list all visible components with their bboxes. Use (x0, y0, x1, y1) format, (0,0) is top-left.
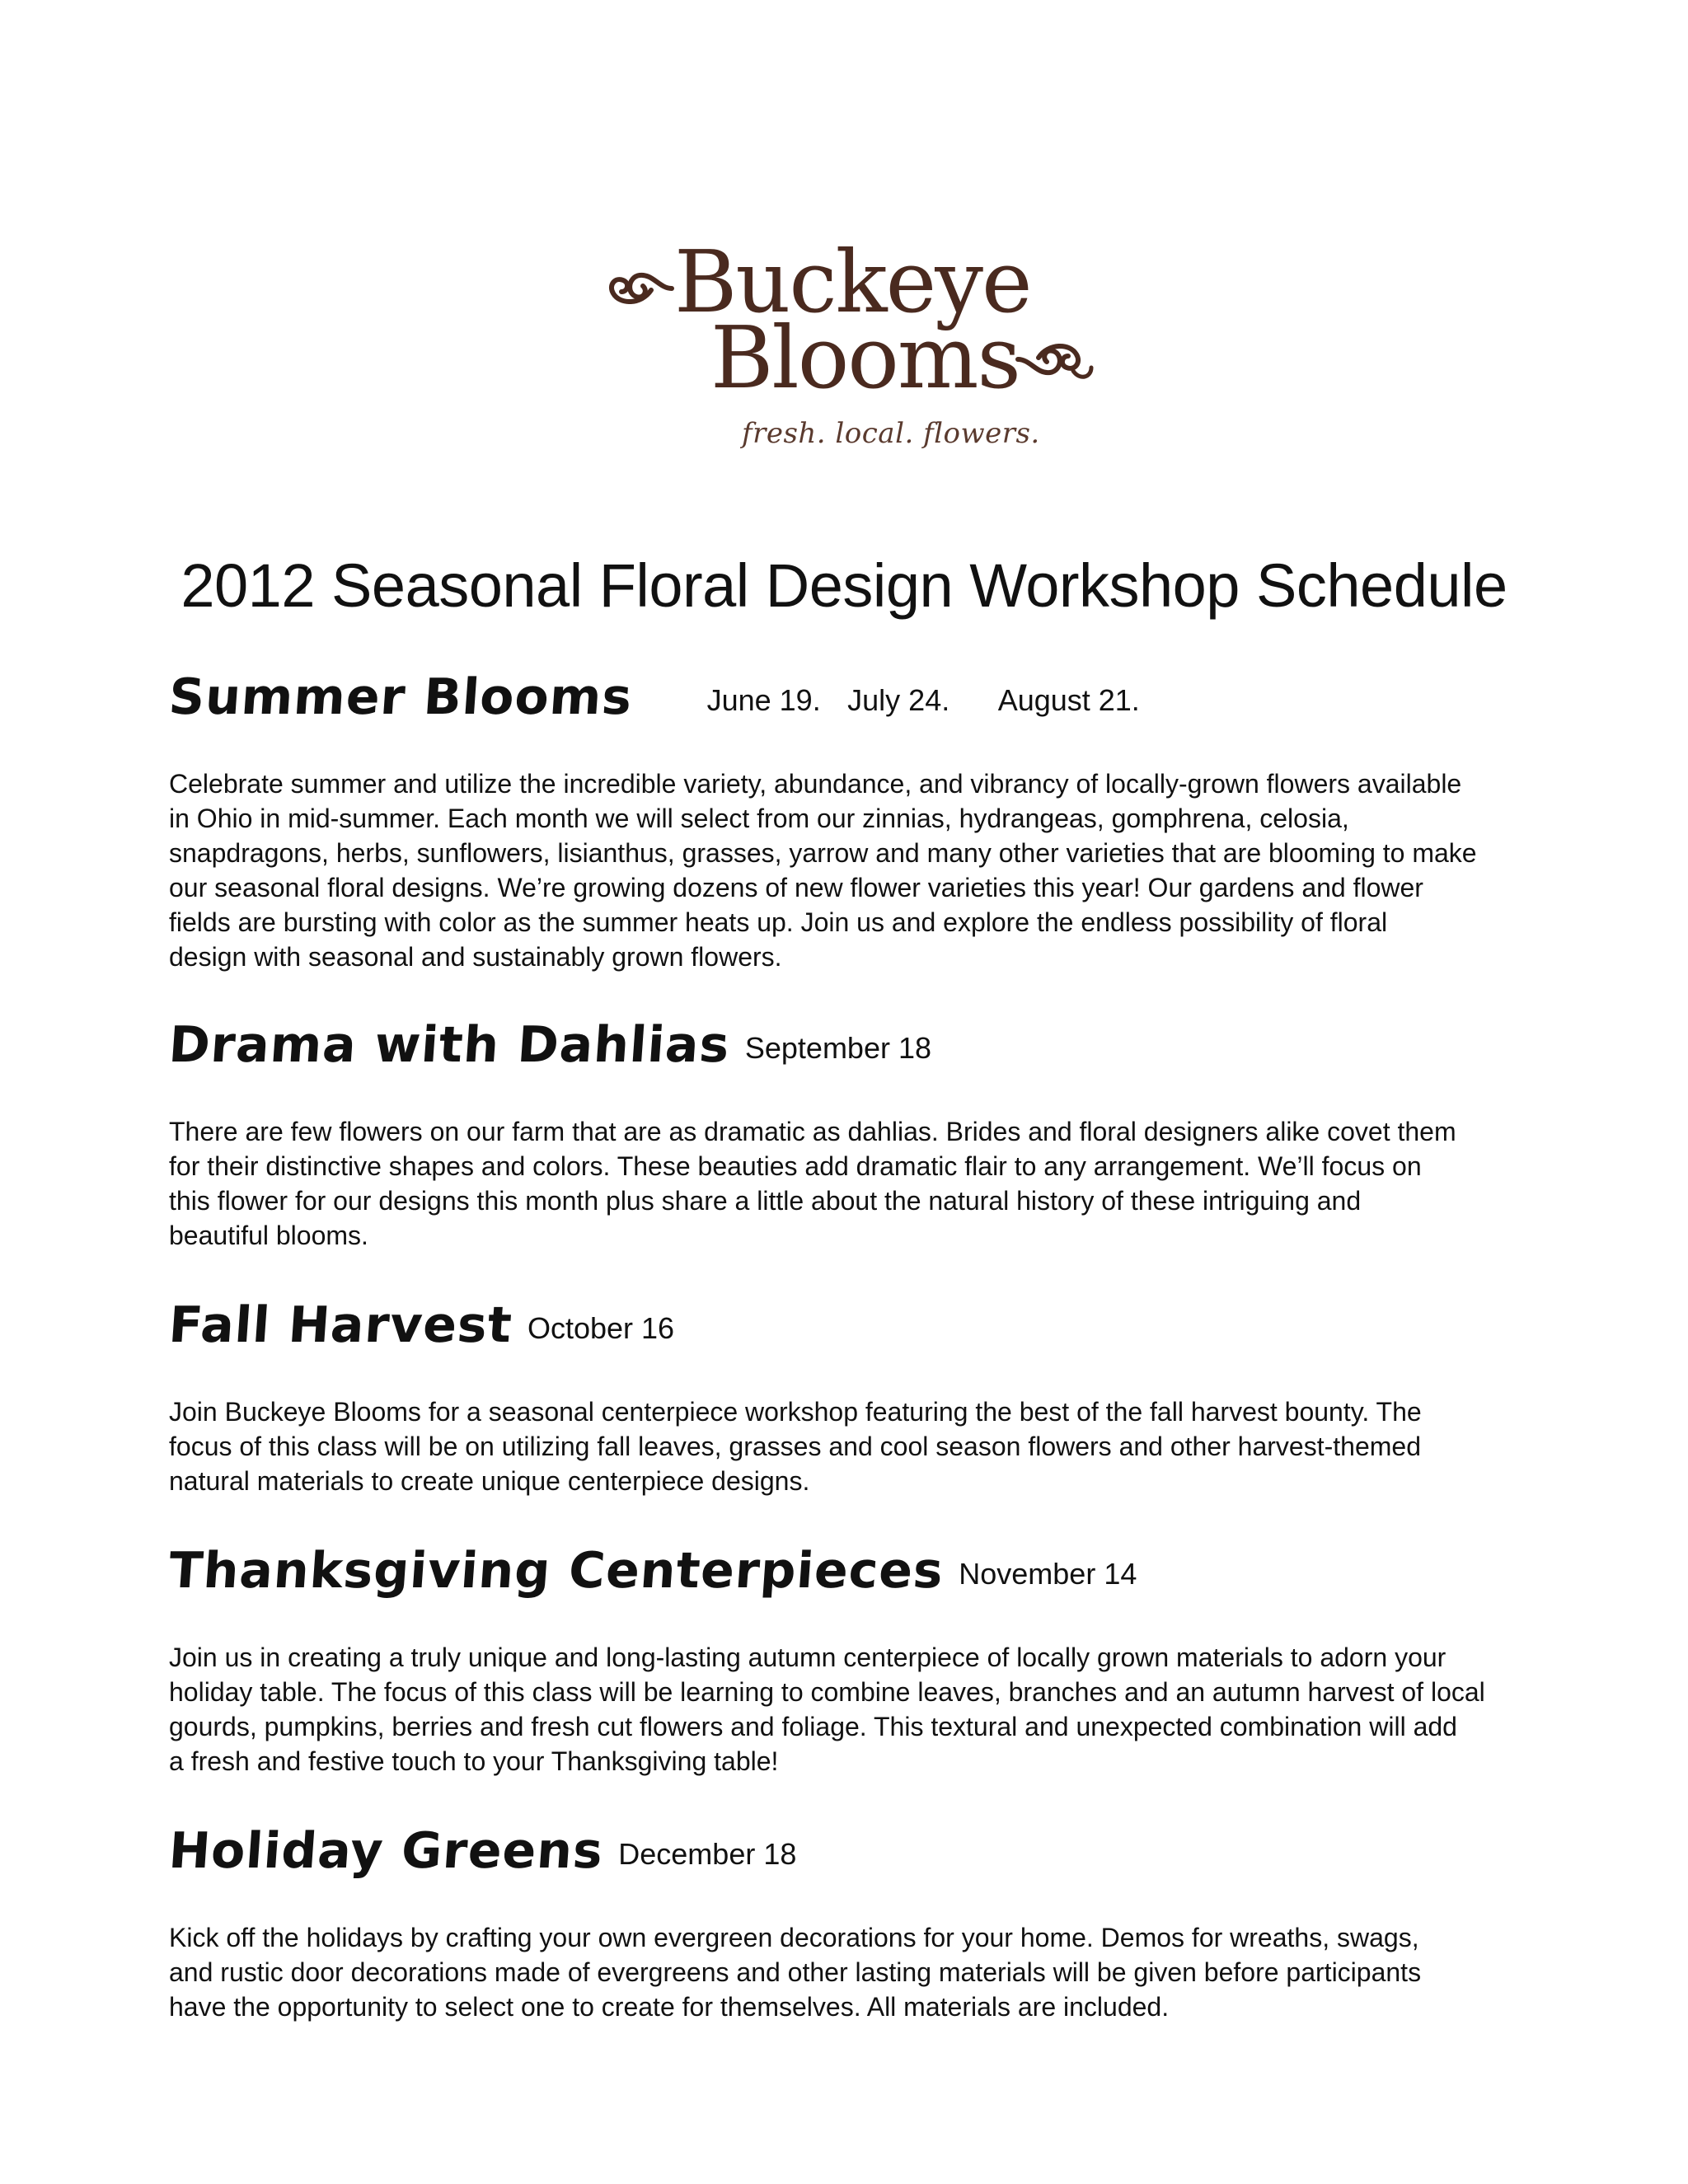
section-description (169, 1640, 1554, 1779)
description-line: for their distinctive shapes and colors. These beauties add dramatic flair to any arrangement. We’ll focus on (169, 1151, 1422, 1181)
description-line: beautiful blooms. (169, 1221, 368, 1250)
workshop-date: September 18 (744, 1031, 932, 1065)
description-line: focus of this class will be on utilizing fall leaves, grasses and cool season flowers and other harvest-themed (169, 1432, 1421, 1461)
section-description (169, 1114, 1554, 1253)
section-heading-row (166, 668, 1554, 726)
description-line: this flower for our designs this month plus share a little about the natural history of these intriguing and (169, 1186, 1362, 1216)
description-line: fields are bursting with color as the summer heats up. Join us and explore the endless possibility of floral (169, 907, 1388, 937)
section-heading: Thanksgiving Centerpieces (166, 1542, 946, 1600)
right-swirl-ornament-icon (1014, 330, 1096, 391)
description-line: Join us in creating a truly unique and long-lasting autumn centerpiece of locally grown materials to adorn your (169, 1643, 1447, 1672)
description-line: Join Buckeye Blooms for a seasonal centerpiece workshop featuring the best of the fall harvest bounty. The (169, 1397, 1422, 1427)
section-heading-row (166, 1542, 1554, 1600)
description-line: and rustic door decorations made of evergreens and other lasting materials will be given before participants (169, 1957, 1422, 1987)
workshop-thanksgiving-centerpieces (166, 1542, 1554, 1779)
workshop-fall-harvest (166, 1296, 1554, 1498)
section-description (169, 766, 1554, 974)
section-heading: Summer Blooms (166, 668, 635, 726)
section-heading-row (166, 1296, 1554, 1354)
section-heading-row (166, 1822, 1554, 1880)
description-line: Kick off the holidays by crafting your own evergreen decorations for your home. Demos for wreaths, swags, (169, 1923, 1419, 1952)
left-swirl-ornament-icon (602, 257, 676, 315)
section-heading: Fall Harvest (166, 1296, 514, 1354)
section-heading: Drama with Dahlias (166, 1016, 732, 1074)
workshop-date: August 21. (997, 683, 1140, 717)
section-heading: Holiday Greens (166, 1822, 606, 1880)
section-heading-row (166, 1016, 1554, 1074)
logo-word-buckeye: Buckeye (674, 232, 1031, 332)
workshop-date: July 24. (847, 683, 950, 717)
description-line: Celebrate summer and utilize the incredible variety, abundance, and vibrancy of locally-grown flowers available (169, 769, 1462, 799)
workshop-date: November 14 (959, 1557, 1137, 1591)
page-title: 2012 Seasonal Floral Design Workshop Schedule (181, 551, 1507, 620)
workshop-date: October 16 (527, 1311, 675, 1345)
description-line: a fresh and festive touch to your Thanksgiving table! (169, 1746, 779, 1776)
logo-word-blooms: Blooms (710, 307, 1020, 408)
description-line: in Ohio in mid-summer. Each month we will select from our zinnias, hydrangeas, gomphrena, celosia, (169, 804, 1349, 833)
workshop-holiday-greens (166, 1822, 1554, 2024)
buckeye-blooms-logo (577, 223, 1121, 470)
workshop-drama-with-dahlias (166, 1016, 1554, 1253)
description-line: holiday table. The focus of this class will be learning to combine leaves, branches and an autumn harvest of local (169, 1677, 1485, 1707)
description-line: There are few flowers on our farm that are as dramatic as dahlias. Brides and floral designers alike covet them (169, 1117, 1456, 1146)
workshop-summer-blooms (166, 668, 1554, 974)
description-line: have the opportunity to select one to create for themselves. All materials are included. (169, 1992, 1170, 2022)
logo-tagline: fresh. local. flowers. (742, 417, 1040, 450)
description-line: natural materials to create unique centerpiece designs. (169, 1466, 810, 1496)
workshop-date: December 18 (618, 1837, 797, 1871)
description-line: design with seasonal and sustainably grown flowers. (169, 942, 782, 972)
workshop-date: June 19. (706, 683, 821, 717)
section-description (169, 1394, 1554, 1498)
description-line: gourds, pumpkins, berries and fresh cut flowers and foliage. This textural and unexpected combination will add (169, 1712, 1457, 1741)
description-line: our seasonal floral designs. We’re growing dozens of new flower varieties this year! Our gardens and flower (169, 873, 1423, 902)
description-line: snapdragons, herbs, sunflowers, lisianthus, grasses, yarrow and many other varieties that are blooming to make (169, 838, 1477, 868)
section-description (169, 1920, 1554, 2024)
